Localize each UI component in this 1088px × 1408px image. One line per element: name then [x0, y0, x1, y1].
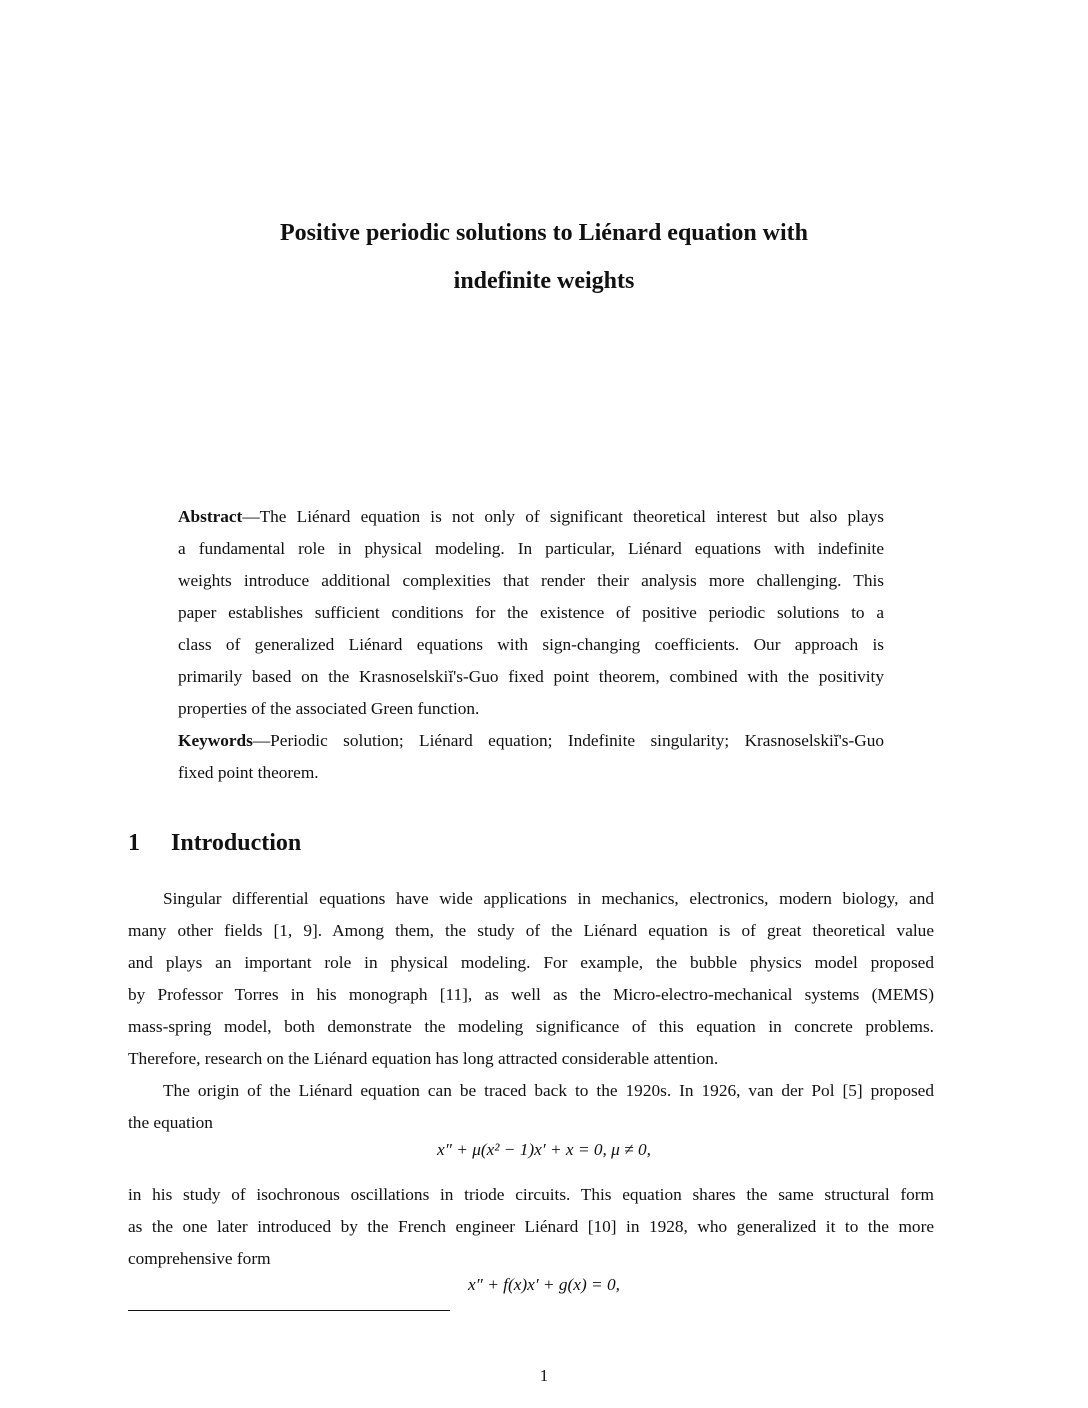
- text-line-content: Therefore, research on the Liénard equation has long attracted considerable attention.: [128, 1049, 719, 1068]
- text-line-content: paper establishes sufficient conditions for the existence of positive periodic solutions to a: [178, 603, 884, 622]
- page-number: 1: [539, 1366, 549, 1385]
- paper-title-line-1: Positive periodic solutions to Liénard equation with: [279, 220, 809, 246]
- text-line-content: class of generalized Liénard equations with sign-changing coefficients. Our approach is: [178, 635, 884, 654]
- text-line-content: comprehensive form: [128, 1249, 271, 1268]
- intro-paragraph-3: [128, 1179, 934, 1275]
- text-line: [128, 1011, 934, 1043]
- text-line: [178, 501, 884, 533]
- text-line-content: properties of the associated Green function.: [178, 699, 480, 718]
- abstract-label: Abstract: [178, 507, 243, 526]
- text-line-content: mass-spring model, both demonstrate the modeling significance of this equation in concrete problems.: [128, 1017, 934, 1036]
- section-title: Introduction: [171, 830, 302, 856]
- text-line: [178, 533, 884, 565]
- text-line-content: —The Liénard equation is not only of significant theoretical interest but also plays: [242, 507, 884, 526]
- text-line: [178, 693, 884, 725]
- text-line-content: in his study of isochronous oscillations in triode circuits. This equation shares the same structural form: [128, 1185, 934, 1204]
- text-line: [128, 915, 934, 947]
- abstract: [178, 501, 884, 789]
- text-line-content: and plays an important role in physical modeling. For example, the bubble physics model proposed: [128, 953, 934, 972]
- text-line: [178, 597, 884, 629]
- text-line: [128, 1179, 934, 1211]
- text-line-content: weights introduce additional complexities that render their analysis more challenging. This: [178, 571, 884, 590]
- section-number: 1: [128, 830, 140, 856]
- text-line: [128, 883, 934, 915]
- text-line: [178, 629, 884, 661]
- text-line-content: many other fields [1, 9]. Among them, the study of the Liénard equation is of great theoretical value: [128, 921, 934, 940]
- equation-van-der-pol: x″ + μ(x² − 1)x′ + x = 0, μ ≠ 0,: [437, 1140, 651, 1159]
- paper-title-line-2: indefinite weights: [453, 268, 635, 294]
- text-line-content: primarily based on the Krasnoselskiĭ's-Guo fixed point theorem, combined with the positivity: [178, 667, 884, 686]
- text-line-content: by Professor Torres in his monograph [11], as well as the Micro-electro-mechanical systems (MEMS): [128, 985, 934, 1004]
- text-line-content: a fundamental role in physical modeling. In particular, Liénard equations with indefinite: [178, 539, 884, 558]
- text-line: [128, 1211, 934, 1243]
- text-line: [178, 661, 884, 693]
- equation-lienard: x″ + f(x)x′ + g(x) = 0,: [468, 1275, 620, 1294]
- text-line-content: the equation: [128, 1113, 213, 1132]
- text-line: [128, 1243, 934, 1275]
- text-line: [128, 947, 934, 979]
- text-line-content: Singular differential equations have wide applications in mechanics, electronics, modern biology, and: [163, 889, 934, 908]
- text-line: [178, 757, 884, 789]
- text-line: [128, 1075, 934, 1107]
- text-line-content: as the one later introduced by the French engineer Liénard [10] in 1928, who generalized it to the more: [128, 1217, 934, 1236]
- text-line: [178, 565, 884, 597]
- text-line: [128, 979, 934, 1011]
- section-heading: [128, 830, 301, 857]
- text-line: [178, 725, 884, 757]
- intro-paragraph-1: [128, 883, 934, 1139]
- text-line: [128, 1107, 934, 1139]
- text-line-content: The origin of the Liénard equation can be traced back to the 1920s. In 1926, van der Pol [5] proposed: [163, 1081, 934, 1100]
- text-line-content: fixed point theorem.: [178, 763, 319, 782]
- text-line: [128, 1043, 934, 1075]
- text-line-content: —Periodic solution; Liénard equation; Indefinite singularity; Krasnoselskiĭ's-Guo: [252, 731, 884, 750]
- keywords-label: Keywords: [178, 731, 253, 750]
- footnote-rule: [128, 1310, 450, 1311]
